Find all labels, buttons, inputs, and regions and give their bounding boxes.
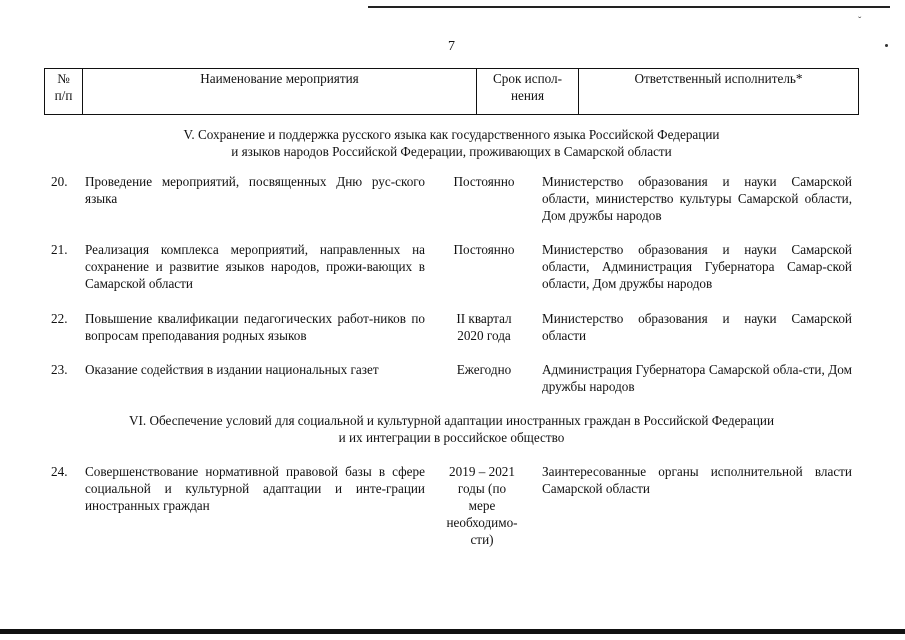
header-executor: Ответственный исполнитель* — [634, 71, 803, 86]
top-rule — [368, 6, 890, 8]
row-executor: Администрация Губернатора Самарской обла-сти, Дом дружбы народов — [542, 362, 852, 394]
section-vi-line1: VI. Обеспечение условий для социальной и культурной адаптации иностранных граждан в Российской Федерации — [128, 413, 775, 428]
row-executor: Министерство образования и науки Самарской области — [542, 311, 852, 343]
row-term: II квартал 2020 года — [456, 311, 512, 343]
section-heading-v — [44, 126, 859, 160]
section-vi-line2: и их интеграции в российское общество — [338, 430, 565, 445]
row-executor: Министерство образования и науки Самарской области, министерство культуры Самарской области, Дом дружбы народов — [542, 174, 852, 223]
header-term — [477, 69, 579, 114]
row-name: Оказание содействия в издании национальных газет — [85, 362, 379, 377]
header-num-text: № п/п — [54, 71, 73, 103]
header-term-text: Срок испол-нения — [492, 71, 563, 103]
section-v-line2: и языков народов Российской Федерации, проживающих в Самарской области — [231, 144, 672, 159]
row-name: Реализация комплекса мероприятий, направленных на сохранение и развитие языков народов, прожи-вающих в Самарской области — [85, 242, 425, 291]
table-header — [44, 68, 859, 115]
row-term: Постоянно — [453, 174, 515, 189]
row-number: 20. — [51, 174, 68, 189]
row-executor: Заинтересованные органы исполнительной власти Самарской области — [542, 464, 852, 496]
row-number: 22. — [51, 311, 68, 326]
row-number: 21. — [51, 242, 68, 257]
row-term: 2019 – 2021 годы (по мере необходимо-сти) — [446, 464, 518, 547]
row-number: 23. — [51, 362, 68, 377]
scan-dot — [885, 44, 888, 47]
header-name: Наименование мероприятия — [83, 69, 477, 114]
row-name: Совершенствование нормативной правовой базы в сфере социальной и культурной адаптации и инте-грации иностранных граждан — [85, 464, 425, 513]
header-num — [45, 69, 83, 114]
row-name: Повышение квалификации педагогических работ-ников по вопросам преподавания родных языков — [85, 311, 425, 343]
section-v-line1: V. Сохранение и поддержка русского языка как государственного языка Российской Федерации — [183, 127, 720, 142]
bottom-rule — [0, 629, 905, 634]
scan-mark: ˇ — [858, 16, 862, 27]
row-executor: Министерство образования и науки Самарской области, Администрация Губернатора Самар-ской области, Дом дружбы народов — [542, 242, 852, 291]
page-number: 7 — [448, 39, 455, 54]
row-name: Проведение мероприятий, посвященных Дню рус-ского языка — [85, 174, 425, 206]
section-heading-vi — [44, 412, 859, 446]
row-term: Постоянно — [453, 242, 515, 257]
row-number: 24. — [51, 464, 68, 479]
row-term: Ежегодно — [456, 362, 512, 377]
